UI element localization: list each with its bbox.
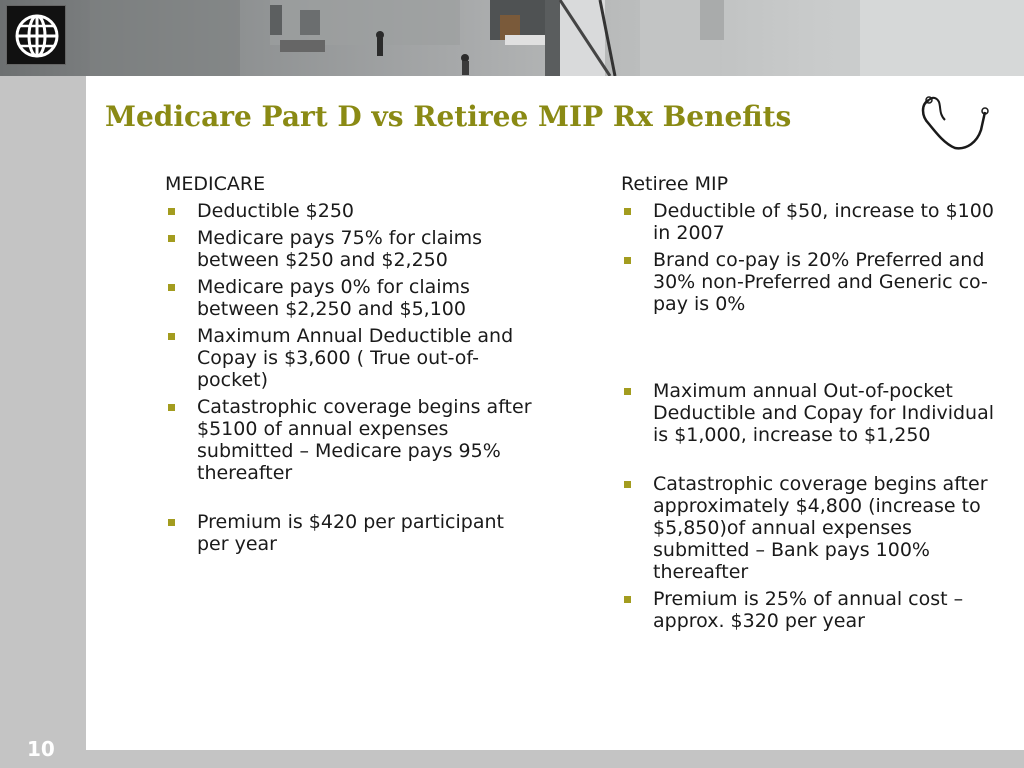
list-item bbox=[165, 325, 535, 391]
list-item-text: Deductible $250 bbox=[197, 200, 355, 222]
list-item bbox=[165, 227, 535, 271]
stethoscope-icon bbox=[915, 92, 990, 152]
list-item-text: Brand co-pay is 20% Preferred and 30% non-Preferred and Generic co-pay is 0% bbox=[653, 249, 988, 315]
left-side-band bbox=[0, 0, 86, 768]
list-item-text: Catastrophic coverage begins after $5100 of annual expenses submitted – Medicare pays 95% thereafter bbox=[197, 396, 532, 484]
list-item bbox=[621, 588, 996, 632]
list-item bbox=[621, 200, 996, 244]
list-item bbox=[165, 396, 535, 484]
bottom-band bbox=[86, 750, 1024, 768]
square-bullet-icon bbox=[624, 208, 631, 215]
atrium-photo bbox=[0, 0, 1024, 76]
list-item bbox=[621, 380, 996, 446]
list-item-text: Maximum annual Out-of-pocket Deductible and Copay for Individual is $1,000, increase to $1,250 bbox=[653, 380, 995, 446]
page-number: 10 bbox=[27, 737, 55, 761]
list-item-text: Catastrophic coverage begins after approximately $4,800 (increase to $5,850)of annual expenses submitted – Bank pays 100% thereafter bbox=[653, 473, 988, 583]
list-item-text: Premium is $420 per participant per year bbox=[197, 511, 504, 555]
retiree-column bbox=[621, 173, 996, 637]
square-bullet-icon bbox=[624, 481, 631, 488]
retiree-list bbox=[621, 200, 996, 632]
list-item-text: Maximum Annual Deductible and Copay is $3,600 ( True out-of-pocket) bbox=[197, 325, 514, 391]
square-bullet-icon bbox=[624, 388, 631, 395]
medicare-column bbox=[165, 173, 535, 560]
list-item bbox=[165, 200, 535, 222]
slide-title: Medicare Part D vs Retiree MIP Rx Benefits bbox=[105, 100, 792, 133]
square-bullet-icon bbox=[624, 596, 631, 603]
list-item bbox=[165, 511, 535, 555]
globe-logo-icon bbox=[6, 5, 66, 65]
medicare-list bbox=[165, 200, 535, 555]
list-item-text: Medicare pays 75% for claims between $250 and $2,250 bbox=[197, 227, 483, 271]
square-bullet-icon bbox=[168, 208, 175, 215]
list-item-text: Medicare pays 0% for claims between $2,250 and $5,100 bbox=[197, 276, 470, 320]
square-bullet-icon bbox=[168, 284, 175, 291]
list-item-text: Premium is 25% of annual cost – approx. $320 per year bbox=[653, 588, 964, 632]
medicare-heading: MEDICARE bbox=[165, 173, 266, 195]
square-bullet-icon bbox=[168, 333, 175, 340]
retiree-heading: Retiree MIP bbox=[621, 173, 729, 195]
square-bullet-icon bbox=[168, 404, 175, 411]
square-bullet-icon bbox=[168, 519, 175, 526]
list-item bbox=[165, 276, 535, 320]
square-bullet-icon bbox=[168, 235, 175, 242]
square-bullet-icon bbox=[624, 257, 631, 264]
list-item bbox=[621, 473, 996, 583]
list-item-text: Deductible of $50, increase to $100 in 2007 bbox=[653, 200, 994, 244]
header-photo-banner bbox=[0, 0, 1024, 76]
list-item bbox=[621, 249, 996, 315]
